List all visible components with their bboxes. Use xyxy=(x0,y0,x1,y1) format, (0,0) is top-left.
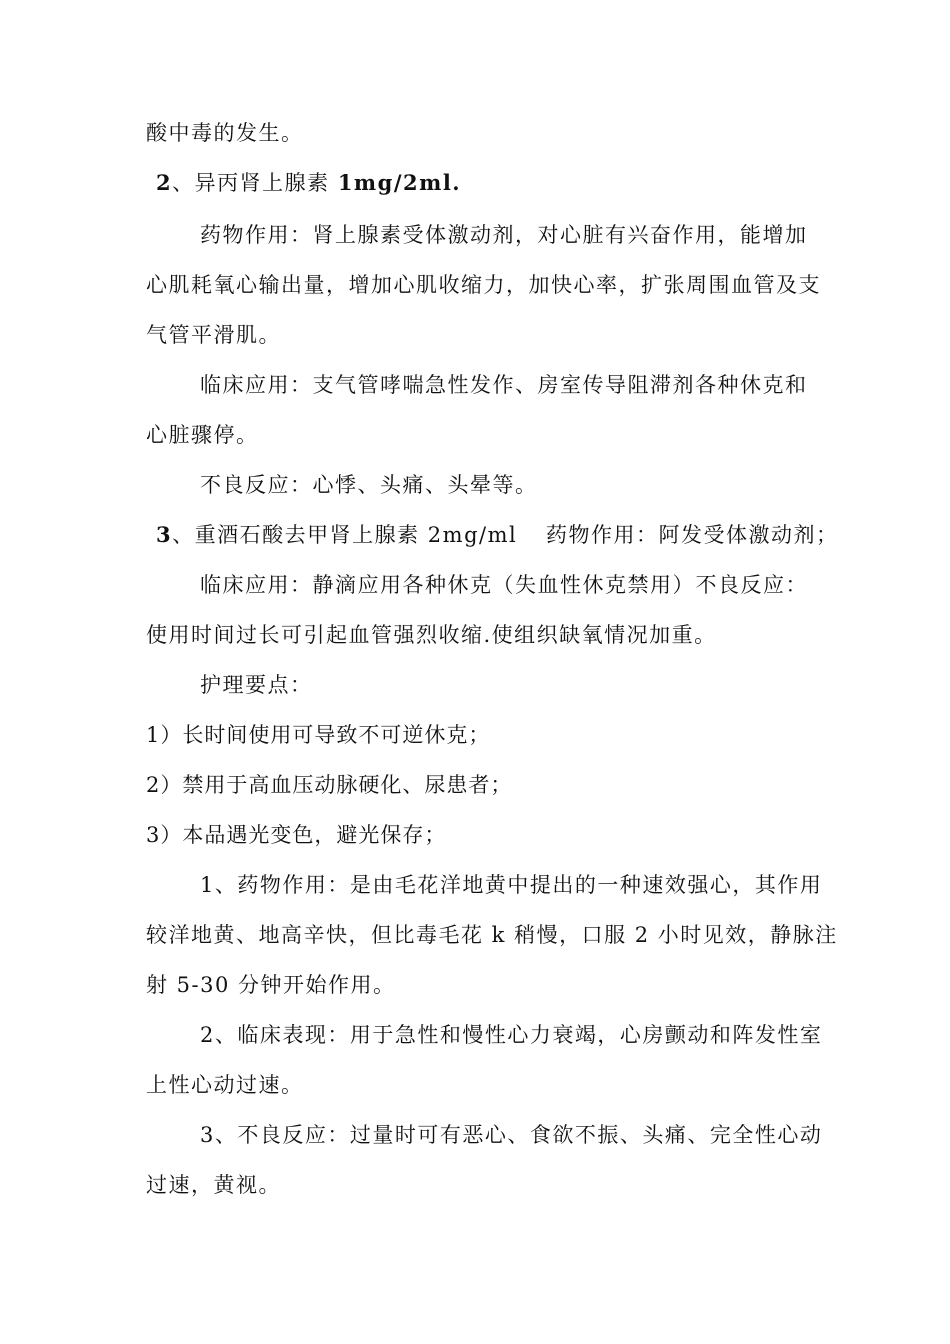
heading-number: 3 xyxy=(156,522,173,547)
adverse-label: 不良反应： xyxy=(695,573,808,597)
clinical-text: 临床应用：静滴应用各种休克（失血性休克禁用） xyxy=(200,573,695,597)
text-line: 酸中毒的发生。 xyxy=(146,121,304,145)
heading-action: 药物作用：阿发受体激动剂； xyxy=(546,523,839,547)
text-line: 临床应用：支气管哮喘急性发作、房室传导阻滞剂各种休克和 xyxy=(200,373,808,397)
heading-dose: 1mg/2ml. xyxy=(337,170,462,195)
text-line: 不良反应：心悸、头痛、头晕等。 xyxy=(200,473,538,497)
text-line: 心脏骤停。 xyxy=(146,423,259,447)
text-line: 较洋地黄、地高辛快，但比毒毛花 k 稍慢，口服 2 小时见效，静脉注 xyxy=(146,923,838,947)
text-line: 心肌耗氧心输出量，增加心肌收缩力，加快心率，扩张周围血管及支 xyxy=(146,273,821,297)
text-line: 射 5-30 分钟开始作用。 xyxy=(146,973,396,997)
drug-heading-isoprenaline xyxy=(156,168,461,198)
clinical-line xyxy=(200,570,808,600)
text-line: 使用时间过长可引起血管强烈收缩.使组织缺氧情况加重。 xyxy=(146,623,717,647)
text-line: 2、临床表现：用于急性和慢性心力衰竭，心房颤动和阵发性室 xyxy=(200,1023,823,1047)
text-line: 1、药物作用：是由毛花洋地黄中提出的一种速效强心，其作用 xyxy=(200,873,823,897)
text-line: 气管平滑肌。 xyxy=(146,323,281,347)
list-item: 1）长时间使用可导致不可逆休克； xyxy=(146,723,491,747)
text-line: 药物作用：肾上腺素受体激动剂，对心脏有兴奋作用，能增加 xyxy=(200,223,808,247)
text-line: 过速，黄视。 xyxy=(146,1173,281,1197)
heading-title: 、异丙肾上腺素 xyxy=(172,171,338,195)
drug-heading-norepinephrine xyxy=(156,520,839,550)
text-line: 护理要点： xyxy=(200,673,313,697)
heading-title: 、重酒石酸去甲肾上腺素 2mg/ml xyxy=(172,523,518,547)
text-line: 上性心动过速。 xyxy=(146,1073,304,1097)
text-line: 3、不良反应：过量时可有恶心、食欲不振、头痛、完全性心动 xyxy=(200,1123,823,1147)
heading-number: 2 xyxy=(156,170,173,195)
list-item: 3）本品遇光变色，避光保存； xyxy=(146,823,447,847)
list-item: 2）禁用于高血压动脉硬化、尿患者； xyxy=(146,773,513,797)
